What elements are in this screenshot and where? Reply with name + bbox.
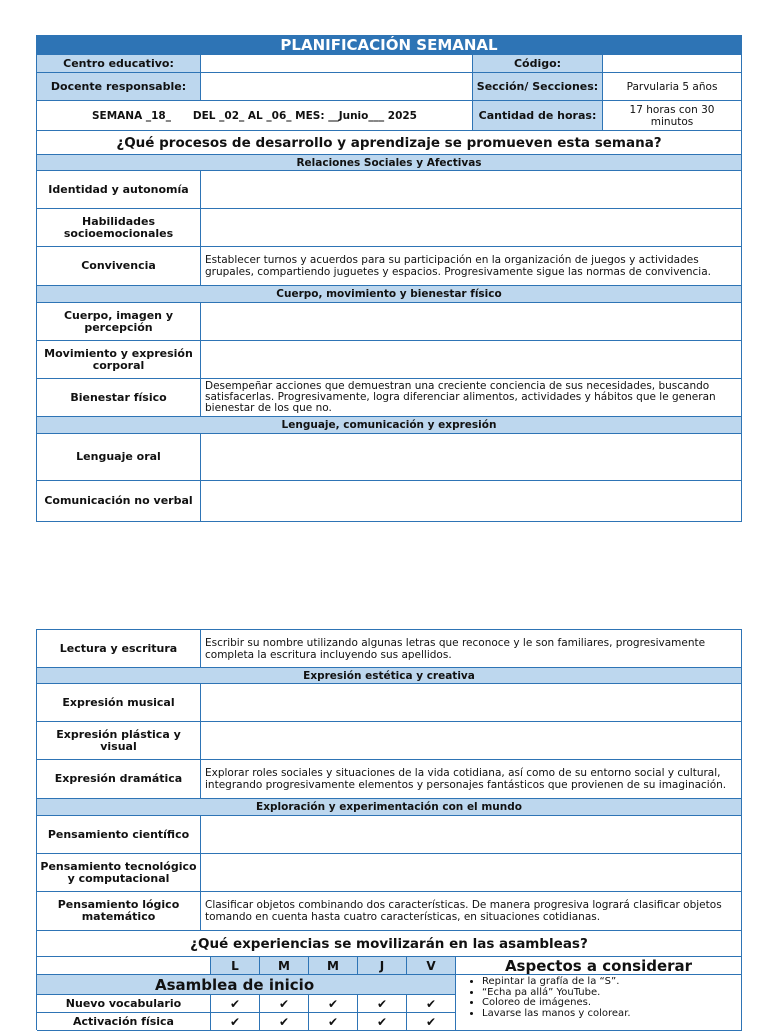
asamblea-row-label-2: Activación física	[37, 1013, 211, 1031]
section-cuerpo: Cuerpo, movimiento y bienestar físico	[37, 286, 742, 303]
row-label-noverbal: Comunicación no verbal	[37, 481, 201, 522]
planning-table-page1	[36, 35, 742, 522]
centro-value[interactable]	[201, 55, 473, 73]
question-processes: ¿Qué procesos de desarrollo y aprendizaje se promueven esta semana?	[37, 131, 742, 155]
check-row1-day4[interactable]: ✔	[358, 995, 407, 1013]
row-label-dramatica: Expresión dramática	[37, 760, 201, 799]
check-row2-day2[interactable]: ✔	[260, 1013, 309, 1031]
cantidad-value: 17 horas con 30 minutos	[603, 101, 742, 131]
check-row1-day5[interactable]: ✔	[407, 995, 456, 1013]
codigo-value[interactable]	[603, 55, 742, 73]
semana-line: SEMANA _18_ DEL _02_ AL _06_ MES: __Junio___ 2025	[37, 101, 473, 131]
row-text-musical[interactable]	[201, 684, 742, 722]
check-row1-day3[interactable]: ✔	[309, 995, 358, 1013]
row-text-plastica[interactable]	[201, 722, 742, 760]
seccion-value: Parvularia 5 años	[603, 73, 742, 101]
section-exploracion: Exploración y experimentación con el mundo	[37, 799, 742, 816]
row-label-identidad: Identidad y autonomía	[37, 171, 201, 209]
row-text-movimiento[interactable]	[201, 341, 742, 379]
check-row1-day2[interactable]: ✔	[260, 995, 309, 1013]
row-text-convivencia[interactable]: Establecer turnos y acuerdos para su participación en la organización de juegos y actividades grupales, compartiendo juguetes y espacios. Progresivamente sigue las normas de convivencia.	[201, 247, 742, 286]
section-lenguaje: Lenguaje, comunicación y expresión	[37, 417, 742, 434]
row-label-oral: Lenguaje oral	[37, 434, 201, 481]
row-text-lectura[interactable]: Escribir su nombre utilizando algunas letras que reconoce y le son familiares, progresivamente completa la escritura incluyendo sus apellidos.	[201, 630, 742, 668]
aspectos-list	[456, 977, 631, 1019]
check-row2-day5[interactable]: ✔	[407, 1013, 456, 1031]
day-header-5: V	[407, 957, 456, 975]
row-text-cientifico[interactable]	[201, 816, 742, 854]
row-text-cuerpo[interactable]	[201, 303, 742, 341]
row-label-movimiento: Movimiento y expresión corporal	[37, 341, 201, 379]
question-experiences: ¿Qué experiencias se movilizarán en las asambleas?	[37, 931, 742, 957]
check-row1-day1[interactable]: ✔	[211, 995, 260, 1013]
aspecto-item: • “Echa pa allá” YouTube.	[482, 988, 631, 999]
row-text-noverbal[interactable]	[201, 481, 742, 522]
cantidad-label: Cantidad de horas:	[473, 101, 603, 131]
day-header-1: L	[211, 957, 260, 975]
row-label-habilidades: Habilidades socioemocionales	[37, 209, 201, 247]
docente-value[interactable]	[201, 73, 473, 101]
aspecto-item: • Lavarse las manos y colorear.	[482, 1009, 631, 1020]
row-label-cuerpo: Cuerpo, imagen y percepción	[37, 303, 201, 341]
row-text-identidad[interactable]	[201, 171, 742, 209]
day-header-4: J	[358, 957, 407, 975]
check-row2-day3[interactable]: ✔	[309, 1013, 358, 1031]
row-text-tecnologico[interactable]	[201, 854, 742, 892]
aspectos-list-cell	[456, 975, 742, 1031]
page-title: PLANIFICACIÓN SEMANAL	[37, 36, 742, 55]
section-estetica: Expresión estética y creativa	[37, 668, 742, 684]
asamblea-row-label-1: Nuevo vocabulario	[37, 995, 211, 1013]
codigo-label: Código:	[473, 55, 603, 73]
planning-table-page2	[36, 629, 742, 1030]
row-label-bienestar: Bienestar físico	[37, 379, 201, 417]
aspectos-title: Aspectos a considerar	[456, 957, 742, 975]
section-relaciones: Relaciones Sociales y Afectivas	[37, 155, 742, 171]
row-text-dramatica[interactable]: Explorar roles sociales y situaciones de la vida cotidiana, así como de su entorno social y cultural, integrando progresivamente elementos y personajes fantásticos que provienen de su imaginación.	[201, 760, 742, 799]
aspecto-item: • Coloreo de imágenes.	[482, 998, 631, 1009]
row-label-musical: Expresión musical	[37, 684, 201, 722]
day-header-3: M	[309, 957, 358, 975]
row-text-oral[interactable]	[201, 434, 742, 481]
row-label-lectura: Lectura y escritura	[37, 630, 201, 668]
centro-label: Centro educativo:	[37, 55, 201, 73]
row-label-cientifico: Pensamiento científico	[37, 816, 201, 854]
row-label-logico: Pensamiento lógico matemático	[37, 892, 201, 931]
check-row2-day1[interactable]: ✔	[211, 1013, 260, 1031]
row-text-habilidades[interactable]	[201, 209, 742, 247]
row-text-bienestar[interactable]: Desempeñar acciones que demuestran una creciente conciencia de sus necesidades, buscando satisfacerlas. Progresivamente, logra diferenciar alimentos, actividades y hábitos que le generan bienestar de los que no.	[201, 379, 742, 417]
aspecto-item: • Repintar la grafía de la “S”.	[482, 977, 631, 988]
check-row2-day4[interactable]: ✔	[358, 1013, 407, 1031]
row-text-logico[interactable]: Clasificar objetos combinando dos características. De manera progresiva logrará clasificar objetos tomando en cuenta hasta cuatro características, en situaciones cotidianas.	[201, 892, 742, 931]
row-label-tecnologico: Pensamiento tecnológico y computacional	[37, 854, 201, 892]
days-header-spacer	[37, 957, 211, 975]
day-header-2: M	[260, 957, 309, 975]
asamblea-inicio-title: Asamblea de inicio	[37, 975, 456, 995]
seccion-label: Sección/ Secciones:	[473, 73, 603, 101]
row-label-convivencia: Convivencia	[37, 247, 201, 286]
docente-label: Docente responsable:	[37, 73, 201, 101]
row-label-plastica: Expresión plástica y visual	[37, 722, 201, 760]
